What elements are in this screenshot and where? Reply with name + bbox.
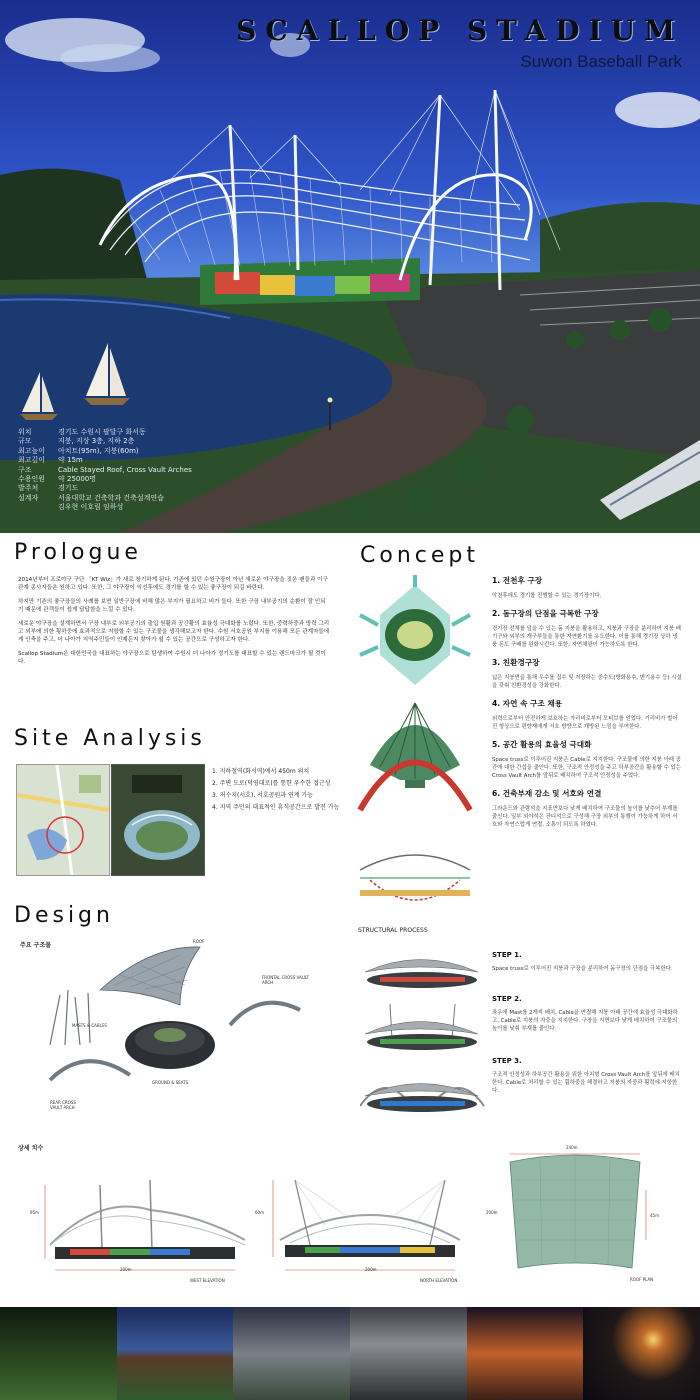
north-dim-width: 200m — [365, 1267, 377, 1272]
perspective-arch-evening — [233, 1307, 350, 1400]
label-frontal-arch: FRONTAL CROSS VAULT ARCH — [262, 975, 309, 985]
step-body: 구조적 안정성과 하부공간 활용을 위한 아치형 Cross Vault Arch를 앞뒤에 배치한다. Cable로 처리할 수 있는 휨하중을 해결하고 지붕의 자중과 횡력에 저항한다. — [492, 1072, 680, 1094]
label-ground-seats: GROUND & SEATS — [152, 1080, 189, 1085]
spec-row — [18, 466, 192, 475]
concept-item-body: 경기장 전체를 덮을 수 있는 돔 지붕을 활용하고, 지붕과 구장을 분리하여 지붕 배기구와 외부의 개구부들을 통한 자연환기를 유도한다. 이를 통해 경기장 상하 냉풍 돈도 구배를 완화시킨다. 또한, 자연채광이 가능하도록 한다. — [492, 626, 681, 648]
concept-item-heading: 3. 친환경구장 — [492, 658, 540, 667]
site-item: 4. 지역 주민의 대표적인 휴식공간으로 발전 가능 — [212, 804, 340, 811]
north-elevation-label: NORTH ELEVATION — [420, 1278, 458, 1283]
structural-step-1 — [492, 951, 682, 973]
roof-dim-depth: 200m — [486, 1210, 498, 1215]
perspective-entrance — [350, 1307, 467, 1400]
west-dim-width: 200m — [120, 1267, 132, 1272]
north-dim-height: 60m — [255, 1210, 264, 1215]
spec-key: 수용인원 — [18, 475, 46, 484]
spec-value: Cable Stayed Roof, Cross Vault Arches — [58, 465, 192, 474]
concept-diagrams — [350, 575, 480, 915]
spec-value: 아치트(95m), 지붕(60m) — [58, 446, 139, 455]
prologue-paragraph: 새로운 야구장을 설계하면서 구장 내부로 외부공기의 출입 원활과 공간활의 효율성 극대화를 노렸다. 또한, 중력하중과 방력 그리고 외부에 의한 횡하중에 효과적으로 저항할 수 있는 구조물을 생각해보고자 한다. 수원 서호공원 부지를 이용해 모든 관계자들에게 인축을 주고, 더 나아가 지역주민들이 인제든지 찾아가 쉴 수 있는 공간으로 구성하고자 한다. — [18, 621, 330, 643]
prologue-paragraph: Scallop Stadium은 대한민국을 대표하는 야구장으로 탄생하여 수원시 더 나아가 경기도를 대표할 수 있는 랜드마크가 될 것이다. — [18, 651, 326, 665]
spec-value: 지붕, 지상 3층, 지하 2층 — [58, 437, 135, 446]
concept-item-body: 악천후에도 경기를 진행할 수 있는 경기장이다. — [492, 593, 602, 599]
roof-plan-label: ROOF PLAN — [630, 1277, 654, 1282]
concept-item-body: 그라운드와 관람석을 지표면보다 낮게 배치하여 구조물의 높이를 낮추어 부재를 줄인다. 일부 외야석은 잔디석으로 구성해 구장 외부의 통행이 가능하게 하여 서호와 자연스럽게 연결, 소통이 되도록 하였다. — [492, 806, 678, 828]
spec-row — [18, 437, 192, 446]
spec-value: 서울대학교 건축학과 건축설계연습 — [58, 493, 164, 502]
spec-value: 김우현 이호림 임하성 — [58, 503, 124, 512]
prologue-paragraph: 2014년부터 프로야구 구단 「KT Wiz」가 새로 창기하게 된다. 기존에 있던 수원구장이 아닌 새로운 야구장을 짓은 팬들과 이구 관계 종사자들은 원하고 있다. 또한, 그 야구장이 익선후에도 경기를 할 수 있는 좋구장이 되길 바란다. — [18, 577, 328, 591]
spec-key: 규모 — [18, 437, 32, 446]
concept-item-heading: 4. 자연 속 구조 채용 — [492, 699, 563, 708]
aerial-illustration — [112, 765, 204, 875]
spec-row — [18, 503, 192, 512]
site-item: 3. 저수지(서호), 서호공원과 연계 가능 — [212, 792, 314, 799]
step-body: 좌우에 Mast를 2개씩 배치, Cable을 연결해 지붕 아래 공간에 효율성 극대화하고, Cable로 지붕의 자중을 지지한다. 구장을 지면보다 낮게 배치하여 구조물의 높이를 낮춰 부재를 줄인다. — [492, 1010, 678, 1032]
concept-item-heading: 5. 공간 활용의 효율성 극대화 — [492, 740, 592, 749]
step-heading: STEP 1. — [492, 951, 522, 959]
structural-step-2 — [492, 995, 682, 1033]
perspective-seats — [117, 1307, 234, 1400]
site-map-image — [16, 764, 110, 876]
west-elevation-drawing — [40, 1165, 250, 1280]
roof-dim-width: 240m — [566, 1145, 578, 1150]
step-heading: STEP 3. — [492, 1057, 522, 1065]
concept-item-body: 외력으로부터 안전하게 보호하는 가리비로부터 모티브를 얻었다. 기리비가 벌어진 형상으로 편향재에게 서호 방향으로 개방된 느낌을 부여한다. — [492, 716, 678, 730]
north-elevation-drawing — [265, 1165, 475, 1280]
design-heading: Design — [14, 903, 114, 928]
step-heading: STEP 2. — [492, 995, 522, 1003]
spec-value: 경기도 — [58, 484, 79, 493]
concept-list — [492, 567, 682, 829]
spec-row — [18, 456, 192, 465]
label-masts-cables: MASTS & CABLES — [72, 1023, 107, 1028]
prologue-text — [18, 576, 330, 672]
spec-key: 설계자 — [18, 493, 39, 502]
project-spec-list — [18, 428, 192, 513]
label-roof: ROOF — [193, 939, 205, 944]
perspective-sunset — [467, 1307, 584, 1400]
spec-value: 약 15m — [58, 456, 83, 465]
step-body: Space truss로 이루어진 지붕과 구장을 분리하여 돔구장의 단점을 극복한다. — [492, 966, 673, 972]
structural-step-3 — [492, 1057, 682, 1095]
site-analysis-list — [212, 766, 342, 814]
spec-value: 경기도 수원시 팔달구 화서동 — [58, 428, 146, 436]
roof-plan-drawing — [500, 1150, 650, 1280]
site-aerial-image — [111, 764, 205, 876]
spec-row — [18, 484, 192, 493]
design-subtitle: 주요 구조물 — [20, 942, 52, 949]
concept-heading: Concept — [360, 543, 479, 568]
map-illustration — [17, 765, 109, 875]
spec-key: 최고높이 — [18, 446, 46, 455]
spec-row — [18, 447, 192, 456]
label-rear-arch: REAR CROSS VAULT ARCH — [50, 1100, 76, 1110]
concept-item-heading: 1. 전천후 구장 — [492, 576, 543, 585]
concept-item-heading: 6. 건축부재 감소 및 서호와 연결 — [492, 789, 602, 798]
concept-section — [360, 855, 470, 900]
west-dim-height: 95m — [30, 1210, 39, 1215]
site-item: 1. 지하철역(화서역)에서 450m 위치 — [212, 768, 310, 775]
perspective-image-strip — [0, 1307, 700, 1400]
concept-item-heading: 2. 돔구장의 단점을 극복한 구장 — [492, 609, 599, 618]
poster-subtitle: Suwon Baseball Park — [520, 52, 682, 71]
prologue-paragraph: 하지만 기존의 좋구장들의 사례를 보면 일반구장에 비해 많은 부지가 필요하고 비가 들다. 또한 구장 내부공기의 순환이 잘 인되기 때문에 관객들이 쉽게 답답함을 느낄 수 있다. — [18, 599, 326, 613]
site-analysis-heading: Site Analysis — [14, 726, 206, 751]
spec-value: 약 25000명 — [58, 475, 97, 484]
concept-site-diagram — [360, 575, 470, 685]
poster-title: SCALLOP STADIUM — [236, 14, 684, 47]
spec-row — [18, 428, 192, 437]
prologue-heading: Prologue — [14, 540, 142, 565]
spec-row — [18, 494, 192, 503]
roof-dim-span: 45m — [650, 1213, 659, 1218]
perspective-fireworks — [583, 1307, 700, 1400]
concept-item-body: Space truss로 이루어진 지붕은 Cable로 지지한다. 구조물에 의한 지붕 아래 공간에 대한 간섭을 줄인다. 또한, 구조적 안정성을 주고 하부공간을 활용할 수 있는 Cross Vault Arch를 앞뒤로 배치하여 구조적 안정성을 주었다. — [492, 757, 681, 779]
site-item: 2. 주변 도로(덕영대로)를 통한 우수한 접근성 — [212, 780, 331, 787]
exploded-axonometric — [30, 935, 350, 1095]
spec-key — [18, 503, 58, 512]
spec-key: 최고깊이 — [18, 456, 46, 465]
structural-step-renders — [360, 942, 485, 1132]
spec-key: 위치 — [18, 428, 32, 436]
perspective-field-night — [0, 1307, 117, 1400]
spec-row — [18, 475, 192, 484]
structural-process-heading: STRUCTURAL PROCESS — [358, 927, 428, 934]
west-elevation-label: WEST ELEVATION — [190, 1278, 225, 1283]
details-heading: 상세 치수 — [18, 1145, 44, 1152]
spec-key: 구조 — [18, 465, 32, 474]
hero-render — [0, 0, 700, 533]
concept-item-body: 넓은 지붕면을 통해 우수를 집수 및 저장하는 중수도(방화용수, 변기용수 등) 시설을 갖춰 친환경성을 강화한다. — [492, 675, 682, 689]
spec-key: 발주처 — [18, 484, 39, 493]
